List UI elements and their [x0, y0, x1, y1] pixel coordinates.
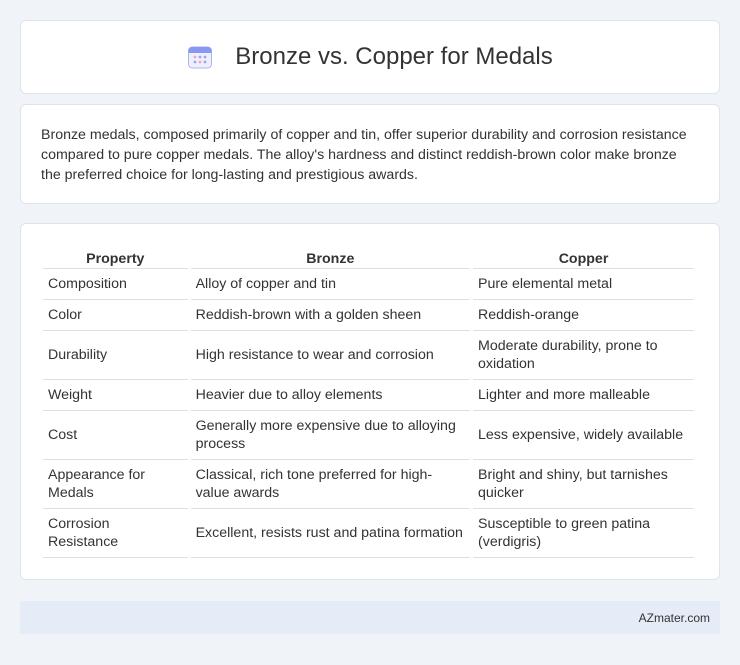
copper-cell: Pure elemental metal	[473, 269, 694, 300]
table-header-row	[43, 244, 694, 269]
title-card	[20, 20, 720, 94]
bronze-cell: High resistance to wear and corrosion	[191, 331, 470, 380]
table-row	[43, 269, 694, 300]
footer-site-name[interactable]: AZmater.com	[638, 610, 710, 625]
property-cell: Weight	[43, 380, 188, 411]
property-cell: Durability	[43, 331, 188, 380]
page-title: Bronze vs. Copper for Medals	[235, 43, 553, 70]
column-header-property: Property	[43, 244, 188, 269]
column-header-bronze: Bronze	[191, 244, 470, 269]
comparison-card	[20, 223, 720, 580]
calendar-icon	[187, 44, 213, 70]
copper-cell: Reddish-orange	[473, 300, 694, 331]
copper-cell: Less expensive, widely available	[473, 411, 694, 460]
comparison-table	[40, 244, 697, 558]
bronze-cell: Alloy of copper and tin	[191, 269, 470, 300]
property-cell: Cost	[43, 411, 188, 460]
table-row	[43, 411, 694, 460]
footer-bar	[20, 601, 720, 634]
table-row	[43, 509, 694, 558]
bronze-cell: Classical, rich tone preferred for high-value awards	[191, 460, 470, 509]
table-row	[43, 380, 694, 411]
copper-cell: Moderate durability, prone to oxidation	[473, 331, 694, 380]
title-wrap	[187, 43, 552, 71]
property-cell: Composition	[43, 269, 188, 300]
table-row	[43, 460, 694, 509]
table-row	[43, 300, 694, 331]
intro-card	[20, 104, 720, 204]
table-row	[43, 331, 694, 380]
property-cell: Appearance for Medals	[43, 460, 188, 509]
property-cell: Color	[43, 300, 188, 331]
property-cell: Corrosion Resistance	[43, 509, 188, 558]
copper-cell: Bright and shiny, but tarnishes quicker	[473, 460, 694, 509]
bronze-cell: Excellent, resists rust and patina formation	[191, 509, 470, 558]
intro-paragraph: Bronze medals, composed primarily of copper and tin, offer superior durability and corrosion resistance compared to pure copper medals. The alloy's hardness and distinct reddish-brown color make bronze the preferred choice for long-lasting and prestigious awards.	[41, 127, 687, 183]
column-header-copper: Copper	[473, 244, 694, 269]
copper-cell: Susceptible to green patina (verdigris)	[473, 509, 694, 558]
copper-cell: Lighter and more malleable	[473, 380, 694, 411]
bronze-cell: Generally more expensive due to alloying process	[191, 411, 470, 460]
bronze-cell: Heavier due to alloy elements	[191, 380, 470, 411]
bronze-cell: Reddish-brown with a golden sheen	[191, 300, 470, 331]
